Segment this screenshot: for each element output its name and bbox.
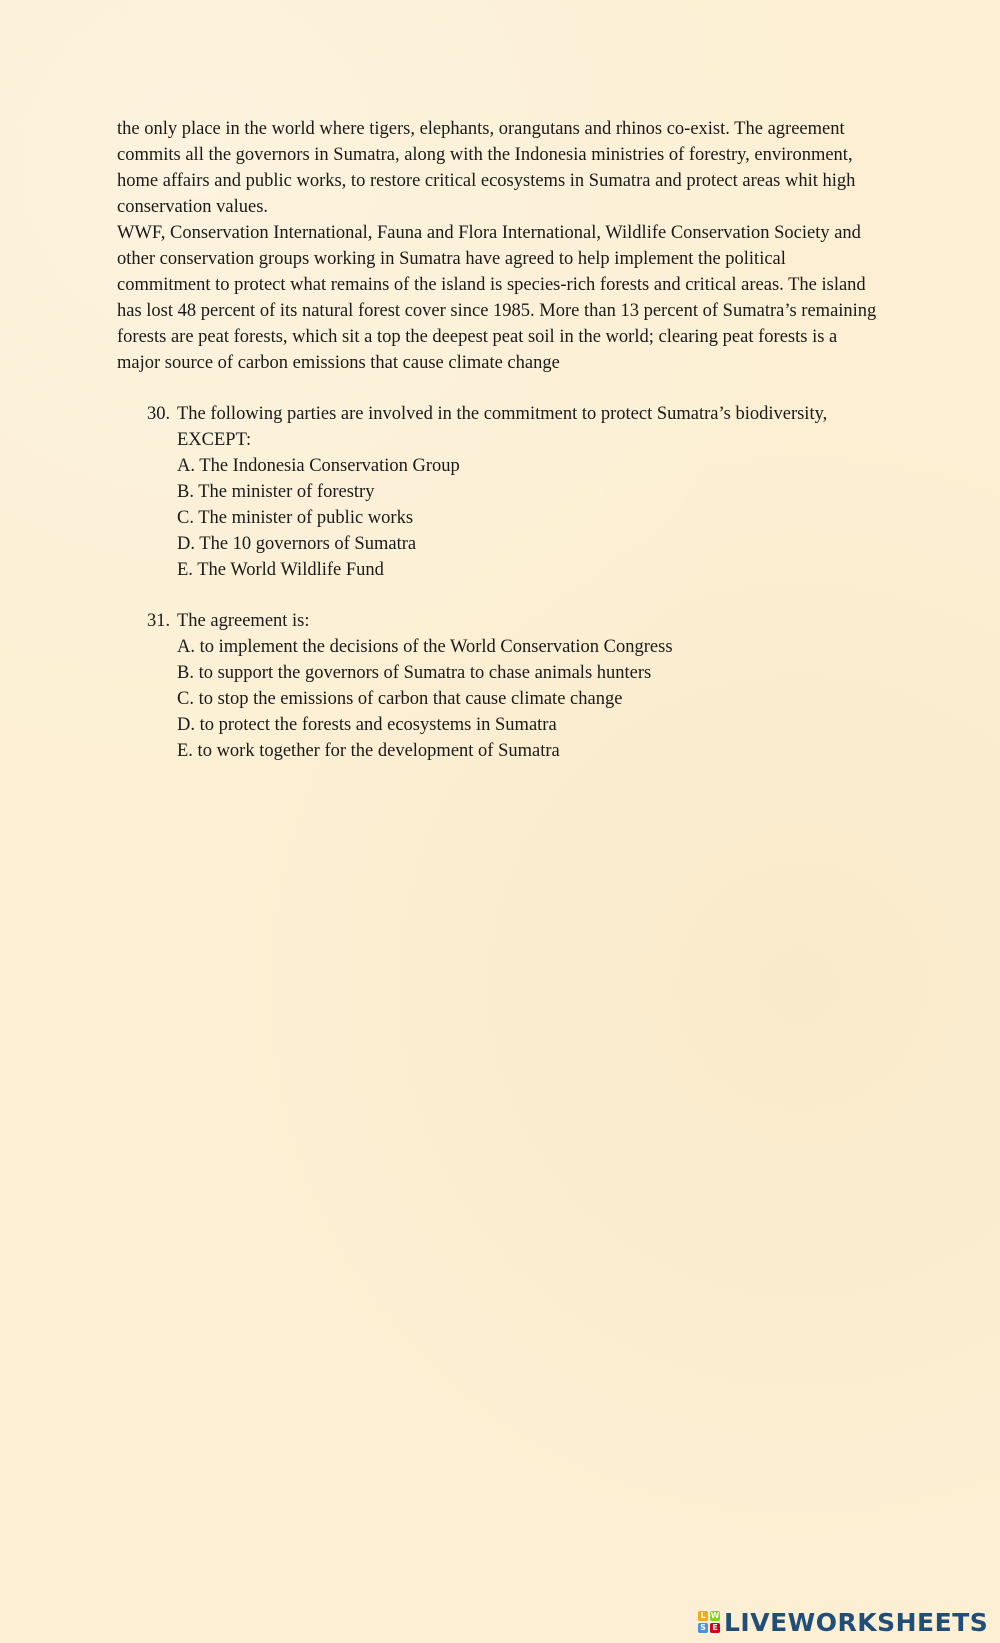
option-d[interactable]: D. to protect the forests and ecosystems in Sumatra — [177, 715, 557, 735]
reading-passage — [117, 116, 877, 376]
logo-tile-s: S — [698, 1623, 708, 1633]
option-a[interactable]: A. The Indonesia Conservation Group — [177, 456, 460, 476]
passage-paragraph-2: WWF, Conservation International, Fauna and Flora International, Wildlife Conservation Society and other conservation groups working in Sumatra have agreed to help implement the political commitment to protect what remains of the island is species-rich forests and critical areas. The island has lost 48 percent of its natural forest cover since 1985. More than 13 percent of Sumatra’s remaining forests are peat forests, which sit a top the deepest peat soil in the world; clearing peat forests is a major source of carbon emissions that cause climate change — [117, 223, 877, 373]
logo-tile-w: W — [710, 1611, 720, 1620]
brand-name: LIVEWORKSHEETS — [724, 1607, 989, 1637]
liveworksheets-logo-icon — [698, 1611, 720, 1633]
question-stem — [147, 608, 877, 634]
logo-tile-e: E — [710, 1623, 720, 1633]
option-c[interactable]: C. The minister of public works — [177, 508, 414, 528]
option-a[interactable]: A. to implement the decisions of the World Conservation Congress — [177, 637, 673, 657]
question-stem — [147, 401, 877, 453]
answer-options — [177, 634, 877, 764]
option-b[interactable]: B. The minister of forestry — [177, 482, 375, 502]
option-c[interactable]: C. to stop the emissions of carbon that cause climate change — [177, 689, 623, 709]
answer-options — [177, 453, 877, 583]
question-stem-text: The agreement is: — [177, 611, 310, 631]
question-stem-text: The following parties are involved in the commitment to protect Sumatra’s biodiversity, — [177, 404, 828, 424]
option-e[interactable]: E. to work together for the development of Sumatra — [177, 741, 560, 761]
logo-tile-l: L — [698, 1611, 708, 1621]
question-30 — [147, 401, 877, 583]
option-e[interactable]: E. The World Wildlife Fund — [177, 560, 384, 580]
option-b[interactable]: B. to support the governors of Sumatra to chase animals hunters — [177, 663, 652, 683]
question-number: 31. — [147, 611, 171, 631]
question-31 — [147, 608, 877, 764]
passage-paragraph-1: the only place in the world where tigers, elephants, orangutans and rhinos co-exist. The agreement commits all the governors in Sumatra, along with the Indonesia ministries of forestry, environment, home affairs and public works, to restore critical ecosystems in Sumatra and protect areas whit high conservation values. — [117, 119, 856, 217]
question-stem-text-continued: EXCEPT: — [177, 430, 252, 450]
question-number: 30. — [147, 404, 171, 424]
worksheet-page — [117, 116, 877, 764]
option-d[interactable]: D. The 10 governors of Sumatra — [177, 534, 417, 554]
liveworksheets-brand — [698, 1607, 988, 1637]
